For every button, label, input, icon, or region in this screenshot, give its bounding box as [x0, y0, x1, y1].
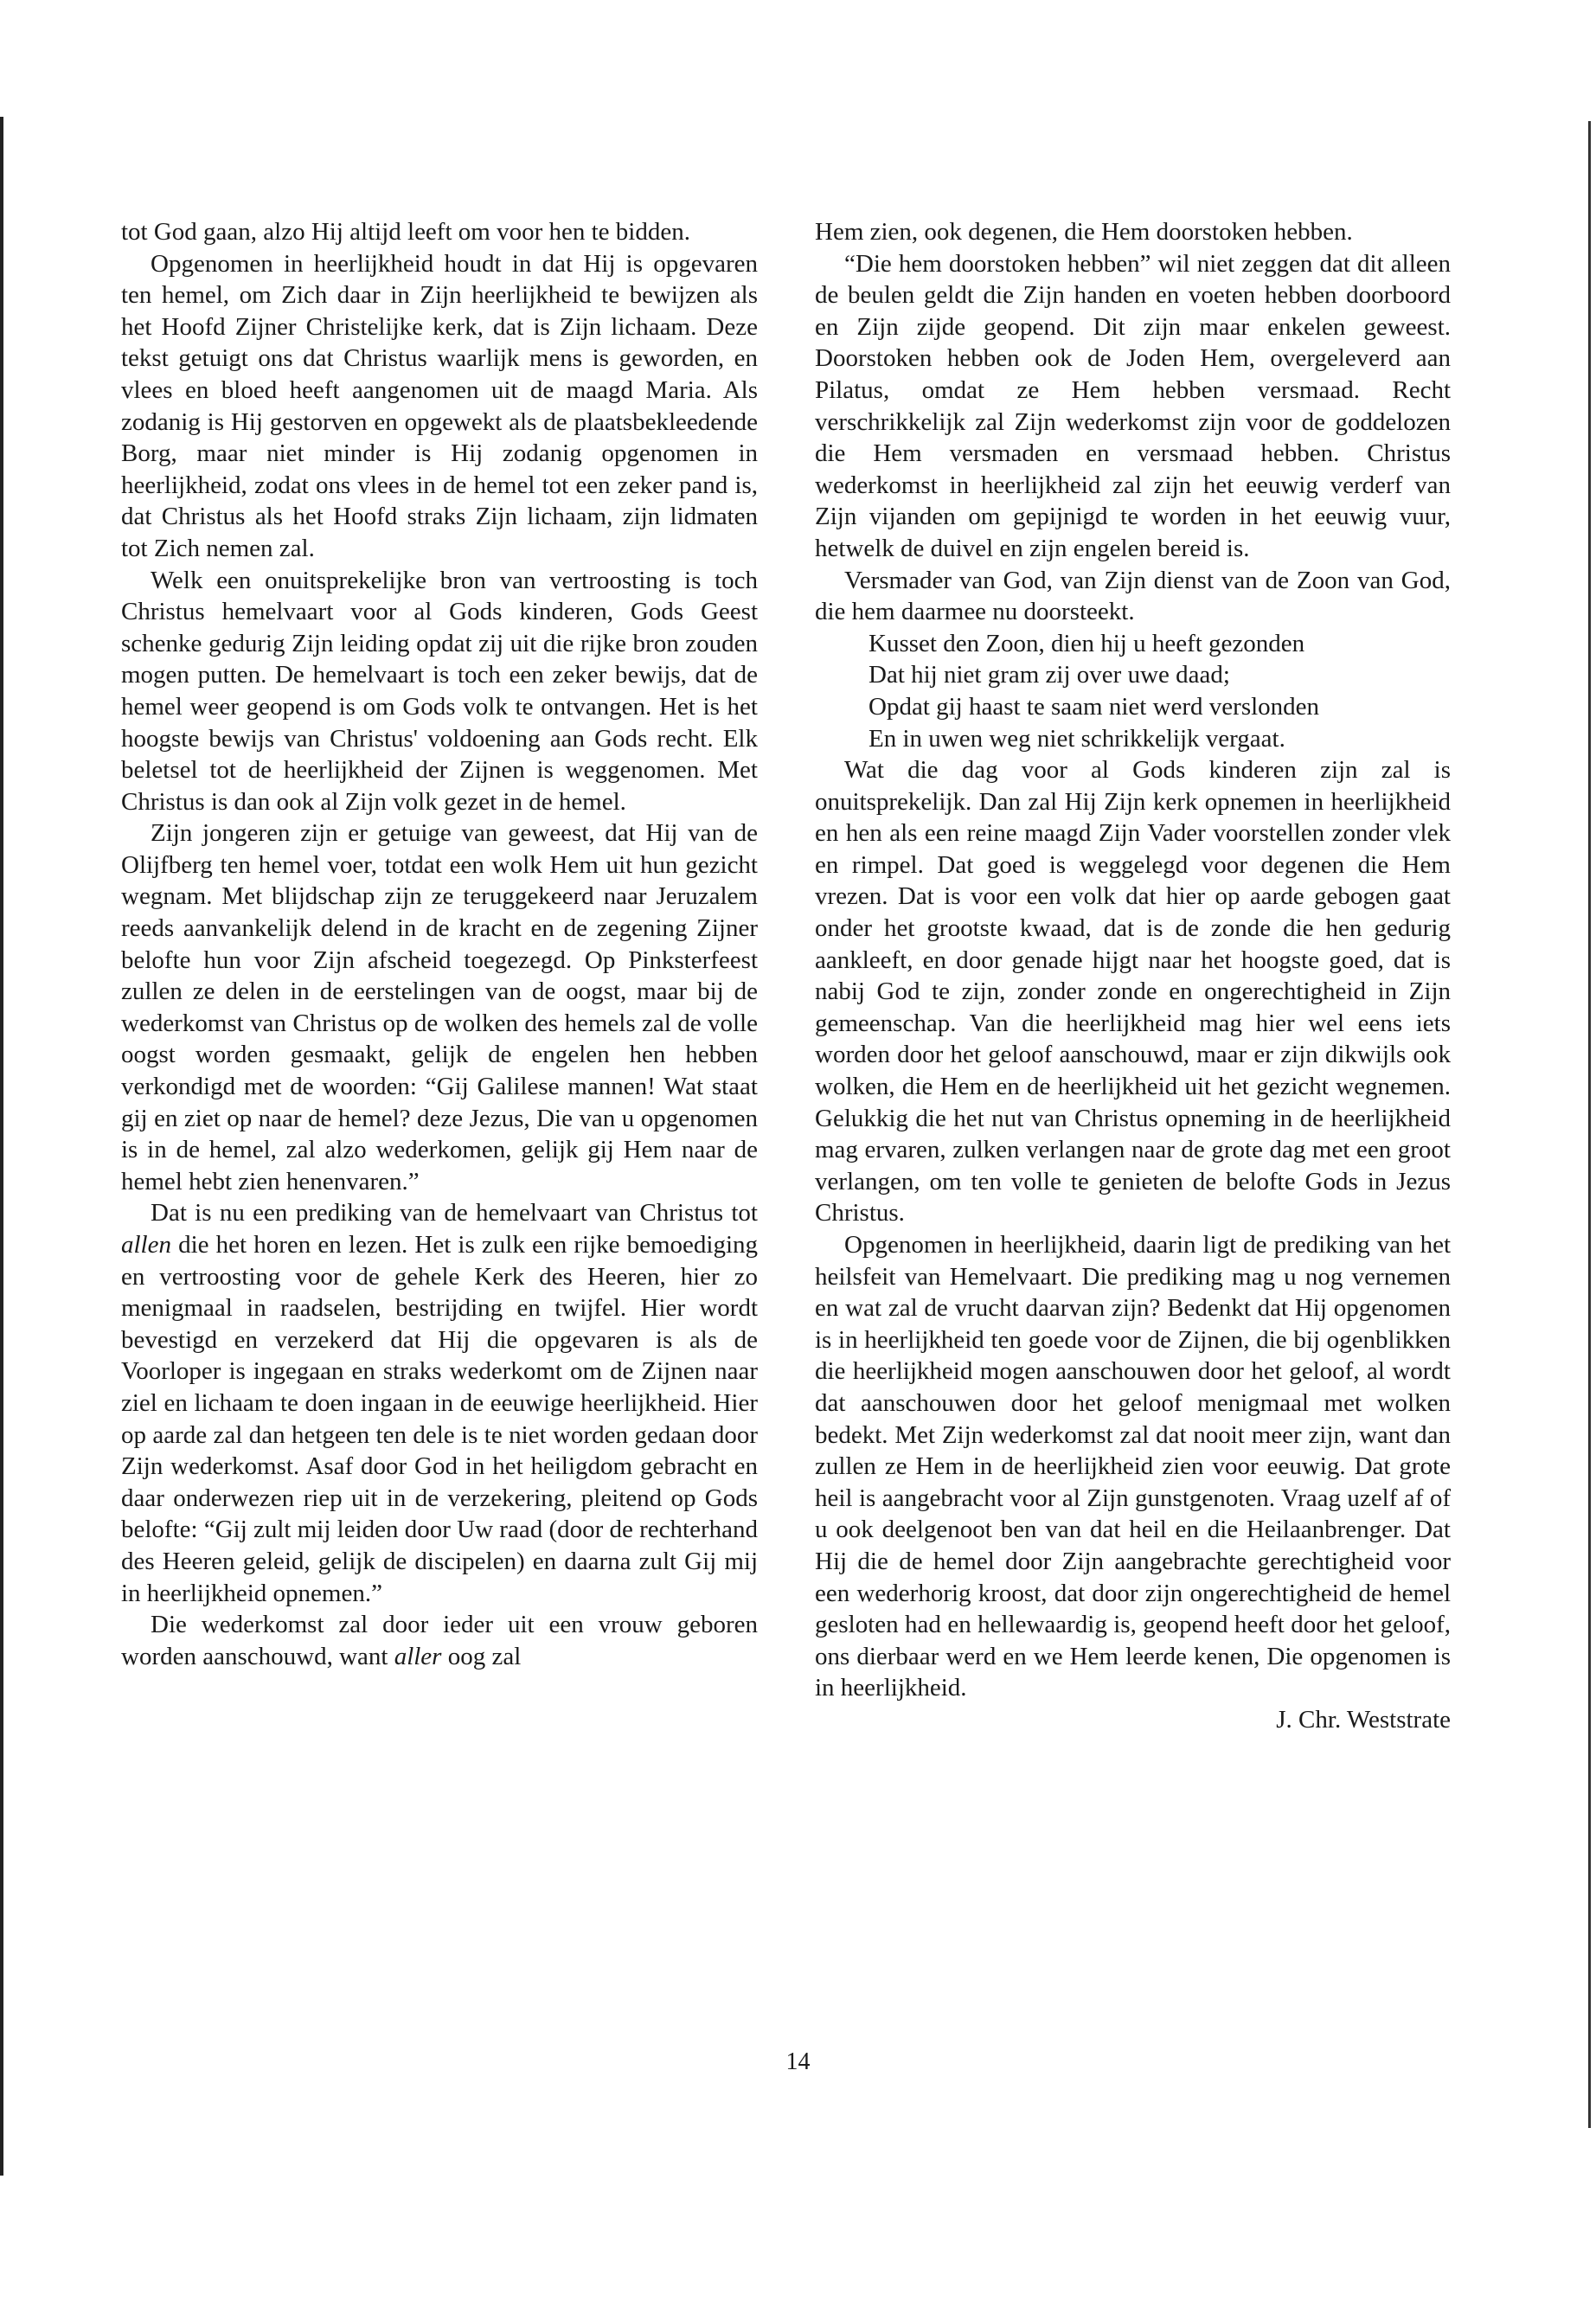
emphasis: allen — [121, 1231, 171, 1259]
author-signature: J. Chr. Weststrate — [1276, 1705, 1451, 1734]
poem-line: En in uwen weg niet schrikkelijk vergaat. — [869, 724, 1285, 753]
paragraph: Welk een onuitsprekelijke bron van vertroosting is toch Christus hemelvaart voor al Gods kinderen, Gods Geest schenke gedurig Zijn leiding opdat zij uit die rijke bron zouden mogen putten. De hemelvaart is toch een zeker bewijs, dat de hemel weer geopend is om Gods volk te ontvangen. Het is het hoogste bewijs van Christus' voldoening aan Gods recht. Elk beletsel tot de heerlijkheid der Zijnen is weggenomen. Met Christus is dan ook al Zijn volk gezet in de hemel. — [121, 566, 758, 816]
paragraph — [121, 1609, 758, 1672]
poem-quote — [815, 628, 1451, 754]
paragraph: Hem zien, ook degenen, die Hem doorstoken hebben. — [815, 218, 1353, 246]
left-column — [121, 216, 758, 1672]
poem-line: Dat hij niet gram zij over uwe daad; — [869, 661, 1230, 689]
emphasis: aller — [394, 1642, 442, 1670]
paragraph: Opgenomen in heerlijkheid houdt in dat Hij is opgevaren ten hemel, om Zich daar in Zijn heerlijkheid te bewijzen als het Hoofd Zijner Christelijke kerk, dat is Zijn lichaam. Deze tekst getuigt ons dat Christus waarlijk mens is geworden, en vlees en bloed heeft aangenomen uit de maagd Maria. Als zodanig is Hij gestorven en opgewekt als de plaatsbekleedende Borg, maar niet minder is Hij zodanig opgenomen in heerlijkheid, zodat ons vlees in de hemel tot een zeker pand is, dat Christus als het Hoofd straks Zijn lichaam, zijn lidmaten tot Zich nemen zal. — [121, 249, 758, 562]
paragraph: Zijn jongeren zijn er getuige van geweest, dat Hij van de Olijfberg ten hemel voer, totdat een wolk Hem uit hun gezicht wegnam. Met blijdschap zijn ze teruggekeerd naar Jeruzalem reeds aanvankelijk delend in de kracht en de zegening Zijner belofte hun voor Zijn afscheid toegezegd. Op Pinksterfeest zullen ze delen in de eerstelingen van de oogst, maar bij de wederkomst van Christus op de wolken des hemels zal de volle oogst worden gesmaakt, gelijk de engelen hen hebben verkondigd met de woorden: “Gij Galilese mannen! Wat staat gij en ziet op naar de hemel? deze Jezus, Die van u opgenomen is in de hemel, zal alzo wederkomen, gelijk gij Hem naar de hemel hebt zien henenvaren.” — [121, 819, 758, 1195]
poem-line: Opdat gij haast te saam niet werd verslonden — [869, 692, 1320, 721]
text-run: oog zal — [441, 1642, 522, 1670]
paragraph: Versmader van God, van Zijn dienst van de Zoon van God, die hem daarmee nu doorsteekt. — [815, 566, 1451, 626]
scan-edge-right — [1588, 121, 1591, 2128]
page-number: 14 — [785, 2048, 811, 2075]
paragraph — [121, 1197, 758, 1609]
text-run: Die wederkomst zal door ieder uit een vrouw geboren worden aanschouwd, want — [121, 1611, 758, 1670]
poem-line: Kusset den Zoon, dien hij u heeft gezonden — [869, 629, 1305, 657]
paragraph: “Die hem doorstoken hebben” wil niet zeggen dat dit alleen de beulen geldt die Zijn handen en voeten hebben doorboord en Zijn zijde geopend. Dit zijn maar enkelen geweest. Doorstoken hebben ook de Joden Hem, overgeleverd aan Pilatus, omdat ze Hem hebben versmaad. Recht verschrikkelijk zal Zijn wederkomst zijn voor de goddelozen die Hem versmaden en versmaad hebben. Christus wederkomst in heerlijkheid zal zijn het eeuwig verderf van Zijn vijanden om gepijnigd te worden in het eeuwig vuur, hetwelk de duivel en zijn engelen bereid is. — [815, 249, 1451, 562]
paragraph: Wat die dag voor al Gods kinderen zijn zal is onuitsprekelijk. Dan zal Hij Zijn kerk opnemen in heerlijkheid en hen als een reine maagd Zijn Vader voorstellen zonder vlek en rimpel. Dat goed is weggelegd voor degenen die Hem vrezen. Dat is voor een volk dat hier op aarde gebogen gaat onder het grootste kwaad, dat is de zonde die hen gedurig aankleeft, en door genade hijgt naar het hoogste goed, dat is nabij God te zijn, zonder zonde en ongerechtigheid in Zijn gemeenschap. Van die heerlijkheid mag hier wel eens iets worden door het geloof aanschouwd, maar er zijn dikwijls ook wolken, die Hem en de heerlijkheid uit het gezicht wegnemen. Gelukkig die het nut van Christus opneming in de heerlijkheid mag ervaren, zulken verlangen naar de grote dag met een groot verlangen, om ten volle te genieten de belofte Gods in Jezus Christus. — [815, 756, 1451, 1227]
right-column — [815, 216, 1451, 1736]
paragraph: tot God gaan, alzo Hij altijd leeft om voor hen te bidden. — [121, 218, 690, 246]
text-run: die het horen en lezen. Het is zulk een rijke bemoediging en vertroosting voor de gehele Kerk des Heeren, hier zo menigmaal in raadselen, bestrijding en twijfel. Hier wordt bevestigd en verzekerd dat Hij die opgevaren is als de Voorloper is ingegaan en straks wederkomt om de Zijnen naar ziel en lichaam te doen ingaan in de eeuwige heerlijkheid. Hier op aarde zal dan hetgeen ten dele is te niet worden gedaan door Zijn wederkomst. Asaf door God in het heiligdom gebracht en daar onderwezen riep uit in de verzekering, pleitend op Gods belofte: “Gij zult mij leiden door Uw raad (door de rechterhand des Heeren geleid, gelijk de discipelen) en daarna zult Gij mij in heerlijkheid opnemen.” — [121, 1231, 759, 1607]
scan-edge-left — [0, 117, 3, 2176]
paragraph: Opgenomen in heerlijkheid, daarin ligt de prediking van het heilsfeit van Hemelvaart. Die prediking mag u nog vernemen en wat zal de vrucht daarvan zijn? Bedenkt dat Hij opgenomen is in heerlijkheid ten goede voor de Zijnen, die bij ogenblikken die heerlijkheid mogen aanschouwen door het geloof, al wordt dat aanschouwen door het geloof menigmaal met wolken bedekt. Met Zijn wederkomst zal dat nooit meer zijn, want dan zullen ze Hem in de heerlijkheid zien voor eeuwig. Dat grote heil is aangebracht voor al Zijn gunstgenoten. Vraag uzelf af of u ook deelgenoot ben van dat heil en die Heilaanbrenger. Dat Hij die de hemel door Zijn aangebrachte gerechtigheid voor een wederhorig kroost, dat door zijn ongerechtigheid de hemel gesloten had en hellewaardig is, geopend heeft door het geloof, ons dierbaar werd en we Hem leerde kenen, Die opgenomen is in heerlijkheid. — [815, 1231, 1451, 1702]
text-run: Dat is nu een prediking van de hemelvaart van Christus tot — [151, 1199, 758, 1227]
